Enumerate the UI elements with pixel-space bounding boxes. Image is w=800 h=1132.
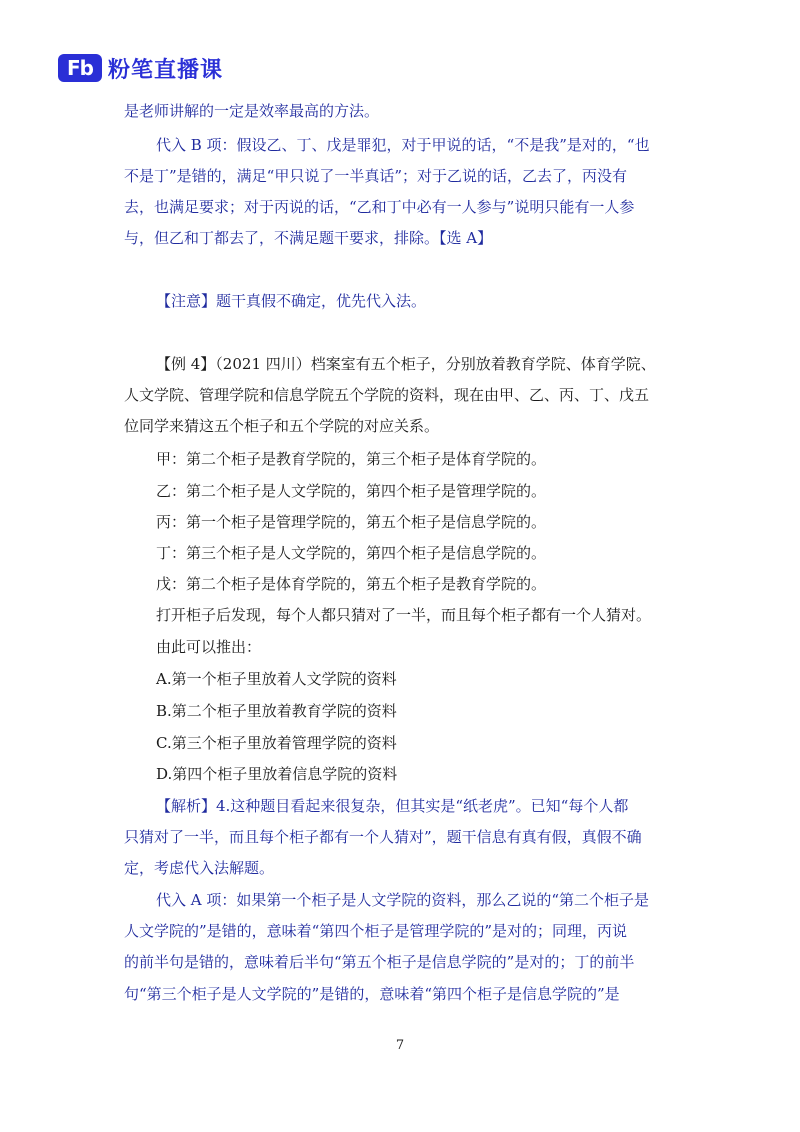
- option-c: C.第三个柜子里放着管理学院的资料: [156, 734, 397, 752]
- note-line: 【注意】题干真假不确定，优先代入法。: [156, 292, 427, 310]
- analysis-line: 的前半句是错的，意味着后半句“第五个柜子是信息学院的”是对的；丁的前半: [124, 953, 635, 971]
- analysis-line: 【解析】4.这种题目看起来很复杂，但其实是“纸老虎”。已知“每个人都: [156, 797, 629, 815]
- text-line: 不是丁”是错的，满足“甲只说了一半真话”；对于乙说的话，乙去了，丙没有: [124, 167, 628, 185]
- statement-line: 乙：第二个柜子是人文学院的，第四个柜子是管理学院的。: [156, 482, 547, 500]
- statement-line: 丁：第三个柜子是人文学院的，第四个柜子是信息学院的。: [156, 544, 547, 562]
- page-number: 7: [395, 1038, 405, 1053]
- statement-line: 丙：第一个柜子是管理学院的，第五个柜子是信息学院的。: [156, 513, 547, 531]
- question-line: 打开柜子后发现，每个人都只猜对了一半，而且每个柜子都有一个人猜对。: [156, 606, 652, 624]
- statement-line: 甲：第二个柜子是教育学院的，第三个柜子是体育学院的。: [156, 450, 547, 468]
- fenbi-logo-text: 粉笔直播课: [108, 57, 224, 83]
- analysis-line: 代入 A 项：如果第一个柜子是人文学院的资料，那么乙说的“第二个柜子是: [156, 891, 650, 909]
- analysis-line: 人文学院的”是错的，意味着“第四个柜子是管理学院的”是对的；同理，丙说: [124, 922, 628, 940]
- text-line: 与，但乙和丁都去了，不满足题干要求，排除。【选 A】: [124, 229, 493, 247]
- question-line: 由此可以推出：: [156, 638, 262, 656]
- analysis-line: 定，考虑代入法解题。: [124, 859, 275, 877]
- question-line: 【例 4】（2021 四川）档案室有五个柜子，分别放着教育学院、体育学院、: [156, 355, 656, 373]
- text-line: 去，也满足要求；对于丙说的话，“乙和丁中必有一人参与”说明只能有一人参: [124, 198, 635, 216]
- analysis-line: 句“第三个柜子是人文学院的”是错的，意味着“第四个柜子是信息学院的”是: [124, 985, 620, 1003]
- analysis-line: 只猜对了一半，而且每个柜子都有一个人猜对”，题干信息有真有假，真假不确: [124, 828, 642, 846]
- option-b: B.第二个柜子里放着教育学院的资料: [156, 702, 397, 720]
- fenbi-logo-mark: Fb: [58, 54, 102, 82]
- question-line: 人文学院、管理学院和信息学院五个学院的资料，现在由甲、乙、丙、丁、戊五: [124, 386, 650, 404]
- question-line: 位同学来猜这五个柜子和五个学院的对应关系。: [124, 417, 440, 435]
- statement-line: 戊：第二个柜子是体育学院的，第五个柜子是教育学院的。: [156, 575, 547, 593]
- option-d: D.第四个柜子里放着信息学院的资料: [156, 765, 398, 783]
- option-a: A.第一个柜子里放着人文学院的资料: [156, 670, 397, 688]
- fenbi-logo: [58, 53, 223, 83]
- text-line: 代入 B 项：假设乙、丁、戊是罪犯，对于甲说的话，“不是我”是对的，“也: [156, 136, 650, 154]
- text-line: 是老师讲解的一定是效率最高的方法。: [124, 102, 380, 120]
